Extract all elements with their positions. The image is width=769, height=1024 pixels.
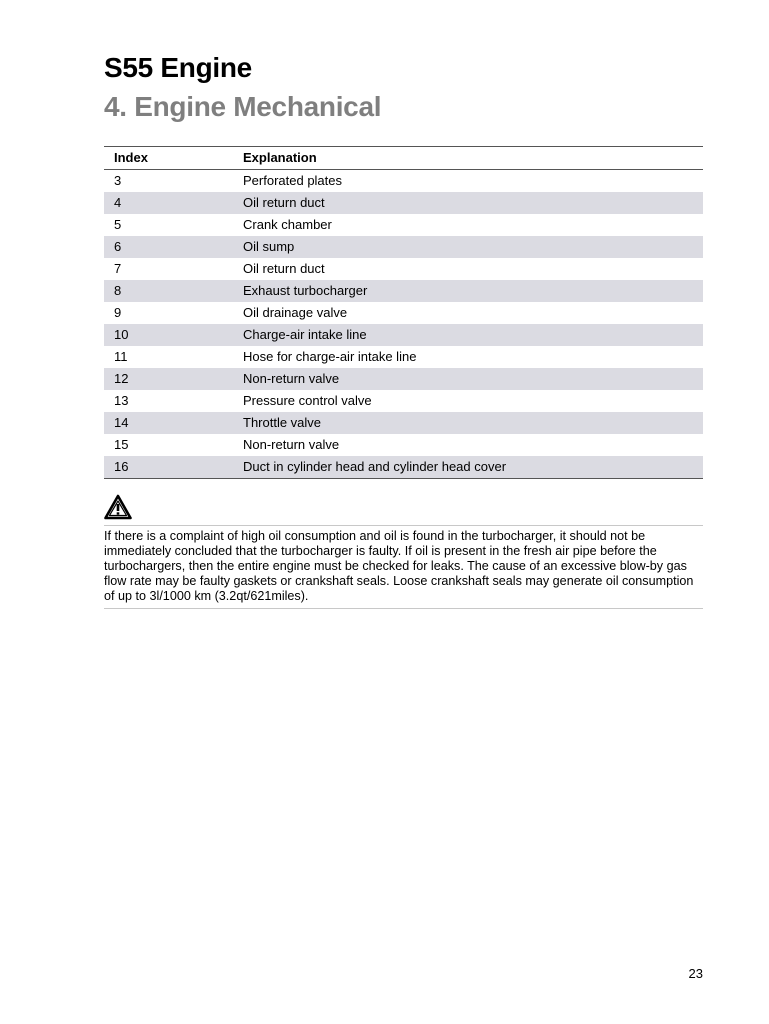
cell-index: 14 bbox=[114, 415, 129, 430]
cell-index: 11 bbox=[114, 349, 128, 364]
column-header-index: Index bbox=[114, 150, 148, 165]
cell-explanation: Oil return duct bbox=[243, 195, 325, 210]
warning-note bbox=[104, 525, 703, 609]
cell-index: 16 bbox=[114, 459, 129, 474]
cell-index: 6 bbox=[114, 239, 122, 254]
warning-text: If there is a complaint of high oil consumption and oil is found in the turbocharger, it should not be immediately concluded that the turbocharger is faulty. If oil is present in the fresh air pipe before the turbochargers, then the entire engine must be checked for leaks. The cause of an excessive blow-by gas flow rate may be faulty gaskets or crankshaft seals. Loose crankshaft seals may generate oil consumption of up to 3l/1000 km (3.2qt/621miles). bbox=[104, 529, 694, 603]
cell-index: 7 bbox=[114, 261, 122, 276]
column-header-explanation: Explanation bbox=[243, 150, 317, 165]
table-row bbox=[104, 214, 703, 236]
page-subtitle: 4. Engine Mechanical bbox=[104, 91, 382, 122]
cell-index: 13 bbox=[114, 393, 129, 408]
table-header-row bbox=[104, 147, 703, 170]
cell-index: 5 bbox=[114, 217, 122, 232]
table-row bbox=[104, 280, 703, 302]
cell-explanation: Charge-air intake line bbox=[243, 327, 367, 342]
cell-explanation: Duct in cylinder head and cylinder head cover bbox=[243, 459, 507, 474]
table-row bbox=[104, 434, 703, 456]
cell-explanation: Non-return valve bbox=[243, 437, 340, 452]
table-row bbox=[104, 236, 703, 258]
cell-explanation: Hose for charge-air intake line bbox=[243, 349, 417, 364]
cell-explanation: Oil return duct bbox=[243, 261, 325, 276]
index-table bbox=[104, 146, 703, 479]
table-row bbox=[104, 302, 703, 324]
cell-index: 10 bbox=[114, 327, 129, 342]
page-title: S55 Engine bbox=[104, 52, 252, 83]
cell-explanation: Oil drainage valve bbox=[243, 305, 348, 320]
cell-explanation: Exhaust turbocharger bbox=[243, 283, 368, 298]
table-row bbox=[104, 412, 703, 434]
cell-explanation: Throttle valve bbox=[243, 415, 322, 430]
cell-explanation: Pressure control valve bbox=[243, 393, 372, 408]
warning-triangle-icon bbox=[104, 494, 132, 520]
table-row bbox=[104, 456, 703, 479]
table-row bbox=[104, 346, 703, 368]
cell-index: 3 bbox=[114, 173, 122, 188]
cell-explanation: Crank chamber bbox=[243, 217, 332, 232]
table-body bbox=[104, 170, 703, 479]
cell-index: 12 bbox=[114, 371, 129, 386]
page-number: 23 bbox=[688, 966, 703, 981]
table-header bbox=[104, 147, 703, 170]
table-row bbox=[104, 368, 703, 390]
table-row bbox=[104, 192, 703, 214]
cell-index: 4 bbox=[114, 195, 122, 210]
cell-index: 9 bbox=[114, 305, 122, 320]
cell-explanation: Oil sump bbox=[243, 239, 295, 254]
table-row bbox=[104, 390, 703, 412]
table-row bbox=[104, 258, 703, 280]
cell-explanation: Non-return valve bbox=[243, 371, 340, 386]
cell-index: 8 bbox=[114, 283, 122, 298]
cell-explanation: Perforated plates bbox=[243, 173, 343, 188]
table-row bbox=[104, 324, 703, 346]
cell-index: 15 bbox=[114, 437, 129, 452]
table-row bbox=[104, 170, 703, 193]
